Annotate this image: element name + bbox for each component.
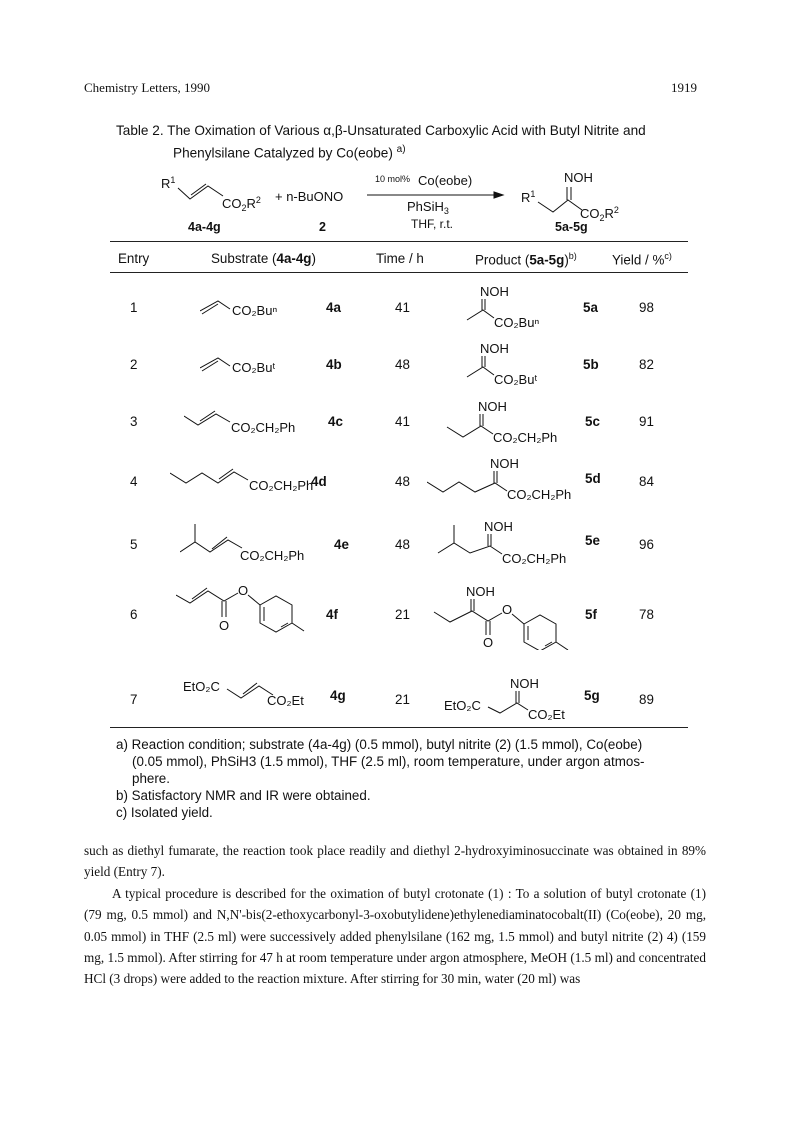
body-paragraph-1: such as diethyl fumarate, the reaction took place readily and diethyl 2-hydroxyiminosuccinate was obtained in 89% yield (Entry 7).	[84, 843, 706, 880]
row-6-product-noh: NOH	[466, 584, 495, 599]
header-substrate-suffix: )	[311, 251, 316, 266]
header-substrate	[211, 251, 316, 266]
row-5-time: 48	[395, 537, 410, 552]
table-caption	[116, 121, 756, 163]
row-2-substrate-structure	[200, 352, 320, 382]
row-3-product-ester: CO₂CH₂Ph	[493, 430, 558, 445]
row-7-product-label: 5g	[584, 688, 600, 703]
scheme-catalyst: Co(eobe)	[418, 173, 473, 188]
row-7-entry: 7	[130, 692, 138, 707]
row-1-substrate-structure	[200, 295, 320, 325]
row-3-substrate-ester: CO₂CH₂Ph	[231, 420, 296, 435]
footnote-a-line-1: a) Reaction condition; substrate (4a-4g) (0.5 mmol), butyl nitrite (2) (1.5 mmol), Co(eobe)	[116, 737, 643, 752]
row-7-product-eto2c: EtO₂C	[444, 698, 481, 713]
scheme-substrate-r1: $R^1$	[161, 175, 176, 191]
row-4-entry: 4	[130, 474, 138, 489]
header-substrate-prefix: Substrate (	[211, 251, 277, 266]
table-bottom-rule	[110, 727, 688, 728]
row-2-product-bonds	[467, 367, 494, 377]
row-3-time: 41	[395, 414, 410, 429]
row-5-yield: 96	[639, 537, 654, 552]
caption-note-mark: a)	[396, 144, 406, 155]
row-4-substrate-ester: CO₂CH₂Ph	[249, 478, 314, 493]
row-1-substrate-ester: CO₂Buⁿ	[232, 303, 278, 318]
scheme-arrow-head	[494, 192, 503, 198]
row-5-substrate-structure	[180, 522, 330, 572]
caption-line-1: Table 2. The Oximation of Various α,β-Unsaturated Carboxylic Acid with Butyl Nitrite and	[116, 123, 646, 138]
row-5-substrate-label: 4e	[334, 537, 349, 552]
row-7-substrate-eto2c: EtO₂C	[183, 679, 220, 694]
row-6-product-structure	[432, 580, 582, 650]
row-5-substrate-ester: CO₂CH₂Ph	[240, 548, 305, 563]
scheme-silane: PhSiH$_3$	[407, 199, 449, 216]
footnote-b: b) Satisfactory NMR and IR were obtained.	[116, 788, 371, 803]
header-substrate-bold: 4a-4g	[276, 251, 312, 266]
row-1-entry: 1	[130, 300, 138, 315]
row-6-product-benzene	[524, 615, 556, 650]
row-5-product-structure	[436, 515, 581, 570]
header-yield	[612, 251, 672, 267]
row-7-product-noh: NOH	[510, 676, 539, 691]
header-product-sup: b)	[568, 251, 577, 261]
row-2-substrate-ester: CO₂Buᵗ	[232, 360, 276, 375]
row-1-product-ester: CO₂Buⁿ	[494, 315, 540, 330]
row-1-product-noh: NOH	[480, 284, 509, 299]
row-5-product-ester: CO₂CH₂Ph	[502, 551, 567, 566]
scheme-reagent-nitrite: + n-BuONO	[275, 189, 344, 204]
row-3-product-bonds	[447, 426, 493, 437]
row-2-product-noh: NOH	[480, 341, 509, 356]
reaction-scheme	[150, 168, 670, 238]
row-3-product-structure	[445, 397, 575, 447]
row-1-product-structure	[462, 282, 572, 332]
row-7-product-bonds	[488, 703, 528, 713]
table-top-rule	[110, 241, 688, 242]
row-1-product-bonds	[467, 310, 494, 320]
row-6-product-ester-o: O	[502, 602, 513, 617]
header-product-prefix: Product (	[475, 252, 530, 268]
row-3-substrate-structure	[184, 408, 324, 442]
row-6-substrate-label: 4f	[326, 607, 338, 622]
row-2-entry: 2	[130, 357, 138, 372]
row-6-substrate-benzene	[260, 596, 292, 632]
row-7-product-ester: CO₂Et	[528, 707, 565, 722]
scheme-product-ester: $CO_2R^2$	[580, 205, 619, 223]
row-4-time: 48	[395, 474, 410, 489]
row-2-time: 48	[395, 357, 410, 372]
row-2-product-structure	[462, 339, 572, 389]
row-6-substrate-carbonyl-o: O	[219, 618, 230, 633]
row-5-entry: 5	[130, 537, 138, 552]
header-yield-text: Yield / %	[612, 252, 665, 268]
row-1-yield: 98	[639, 300, 654, 315]
header-entry: Entry	[118, 251, 150, 266]
scheme-label-substrate: 4a-4g	[188, 220, 221, 234]
row-6-substrate-structure	[176, 583, 316, 643]
table-header-rule	[110, 272, 688, 273]
row-4-product-noh: NOH	[490, 456, 519, 471]
row-6-time: 21	[395, 607, 410, 622]
scheme-catalyst-amount: 10 mol%	[375, 174, 411, 184]
row-6-substrate-ester-o: O	[238, 583, 249, 598]
row-7-yield: 89	[639, 692, 654, 707]
row-4-product-structure	[427, 454, 587, 504]
row-3-product-noh: NOH	[478, 399, 507, 414]
row-4-product-label: 5d	[585, 471, 601, 486]
row-6-product-o-aryl	[512, 614, 524, 624]
scheme-product-noh: NOH	[564, 170, 593, 185]
scheme-product-r1: $R^1$	[521, 189, 536, 205]
row-3-product-label: 5c	[585, 414, 600, 429]
row-3-entry: 3	[130, 414, 138, 429]
row-2-product-label: 5b	[583, 357, 599, 372]
row-7-substrate-ester: CO₂Et	[267, 693, 304, 708]
row-6-product-bonds	[434, 611, 502, 622]
caption-line-2	[116, 140, 756, 163]
row-2-substrate-label: 4b	[326, 357, 342, 372]
row-4-substrate-bonds	[170, 472, 248, 483]
row-6-product-label: 5f	[585, 607, 597, 622]
running-header-journal: Chemistry Letters, 1990	[84, 80, 211, 95]
row-6-entry: 6	[130, 607, 138, 622]
header-product-bold: 5a-5g	[529, 252, 565, 268]
header-product-suffix: )	[564, 252, 569, 268]
row-5-product-bonds	[438, 543, 502, 554]
footnote-a-line-2: (0.05 mmol), PhSiH3 (1.5 mmol), THF (2.5 ml), room temperature, under argon atmos-	[132, 754, 645, 769]
row-1-product-label: 5a	[583, 300, 598, 315]
row-1-substrate-label: 4a	[326, 300, 341, 315]
row-6-substrate-methyl	[292, 623, 304, 631]
body-paragraph-2: A typical procedure is described for the oximation of butyl crotonate (1) : To a solution of butyl crotonate (1) (79 mg, 0.5 mmol) and N,N'-bis(2-ethoxycarbonyl-3-oxobutylidene)ethylenediaminatocobalt(II) (Co(eobe), 20 mg, 0.05 mmol) in THF (2.5 ml) were successively added phenylsilane (162 mg, 1.5 mmol) and butyl nitrite (2) 4) (159 mg, 1.5 mmol). After stirring for 47 h at room temperature under argon atmosphere, MeOH (1.5 ml) and concentrated HCl (3 drops) were added to the reaction mixture. After stirring for 30 min, water (20 ml) was	[84, 886, 706, 987]
row-7-substrate-label: 4g	[330, 688, 346, 703]
row-6-product-carbonyl-o: O	[483, 635, 494, 650]
scheme-conditions: THF, r.t.	[411, 217, 453, 231]
row-3-substrate-bonds	[184, 414, 230, 425]
row-1-time: 41	[395, 300, 410, 315]
row-2-yield: 82	[639, 357, 654, 372]
footnote-a-line-3: phere.	[132, 771, 170, 786]
row-4-substrate-structure	[170, 468, 330, 502]
row-7-substrate-structure	[183, 677, 328, 713]
row-6-yield: 78	[639, 607, 654, 622]
row-4-yield: 84	[639, 474, 654, 489]
row-4-substrate-label: 4d	[311, 474, 327, 489]
scheme-label-product: 5a-5g	[555, 220, 588, 234]
row-7-time: 21	[395, 692, 410, 707]
row-6-substrate-bonds	[176, 591, 238, 603]
scheme-substrate-ester: $CO_2R^2$	[222, 195, 261, 213]
scheme-label-reagent: 2	[319, 220, 326, 234]
row-5-product-noh: NOH	[484, 519, 513, 534]
row-5-substrate-bonds	[180, 540, 242, 552]
header-time: Time / h	[376, 251, 424, 266]
row-7-product-structure	[444, 674, 584, 722]
scheme-product-bonds	[538, 200, 582, 212]
caption-line-2-text: Phenylsilane Catalyzed by Co(eobe)	[173, 145, 393, 161]
footnote-c: c) Isolated yield.	[116, 805, 213, 820]
row-6-substrate-o-aryl	[248, 595, 260, 605]
header-product	[475, 251, 577, 267]
row-5-product-label: 5e	[585, 533, 600, 548]
row-2-product-ester: CO₂Buᵗ	[494, 372, 538, 387]
page-number: 1919	[671, 80, 697, 95]
row-4-product-ester: CO₂CH₂Ph	[507, 487, 572, 502]
row-5-substrate-double	[212, 537, 227, 549]
row-3-yield: 91	[639, 414, 654, 429]
header-yield-sup: c)	[664, 251, 672, 261]
row-6-product-methyl	[556, 642, 568, 650]
row-4-product-bonds	[427, 482, 507, 492]
row-3-substrate-label: 4c	[328, 414, 343, 429]
